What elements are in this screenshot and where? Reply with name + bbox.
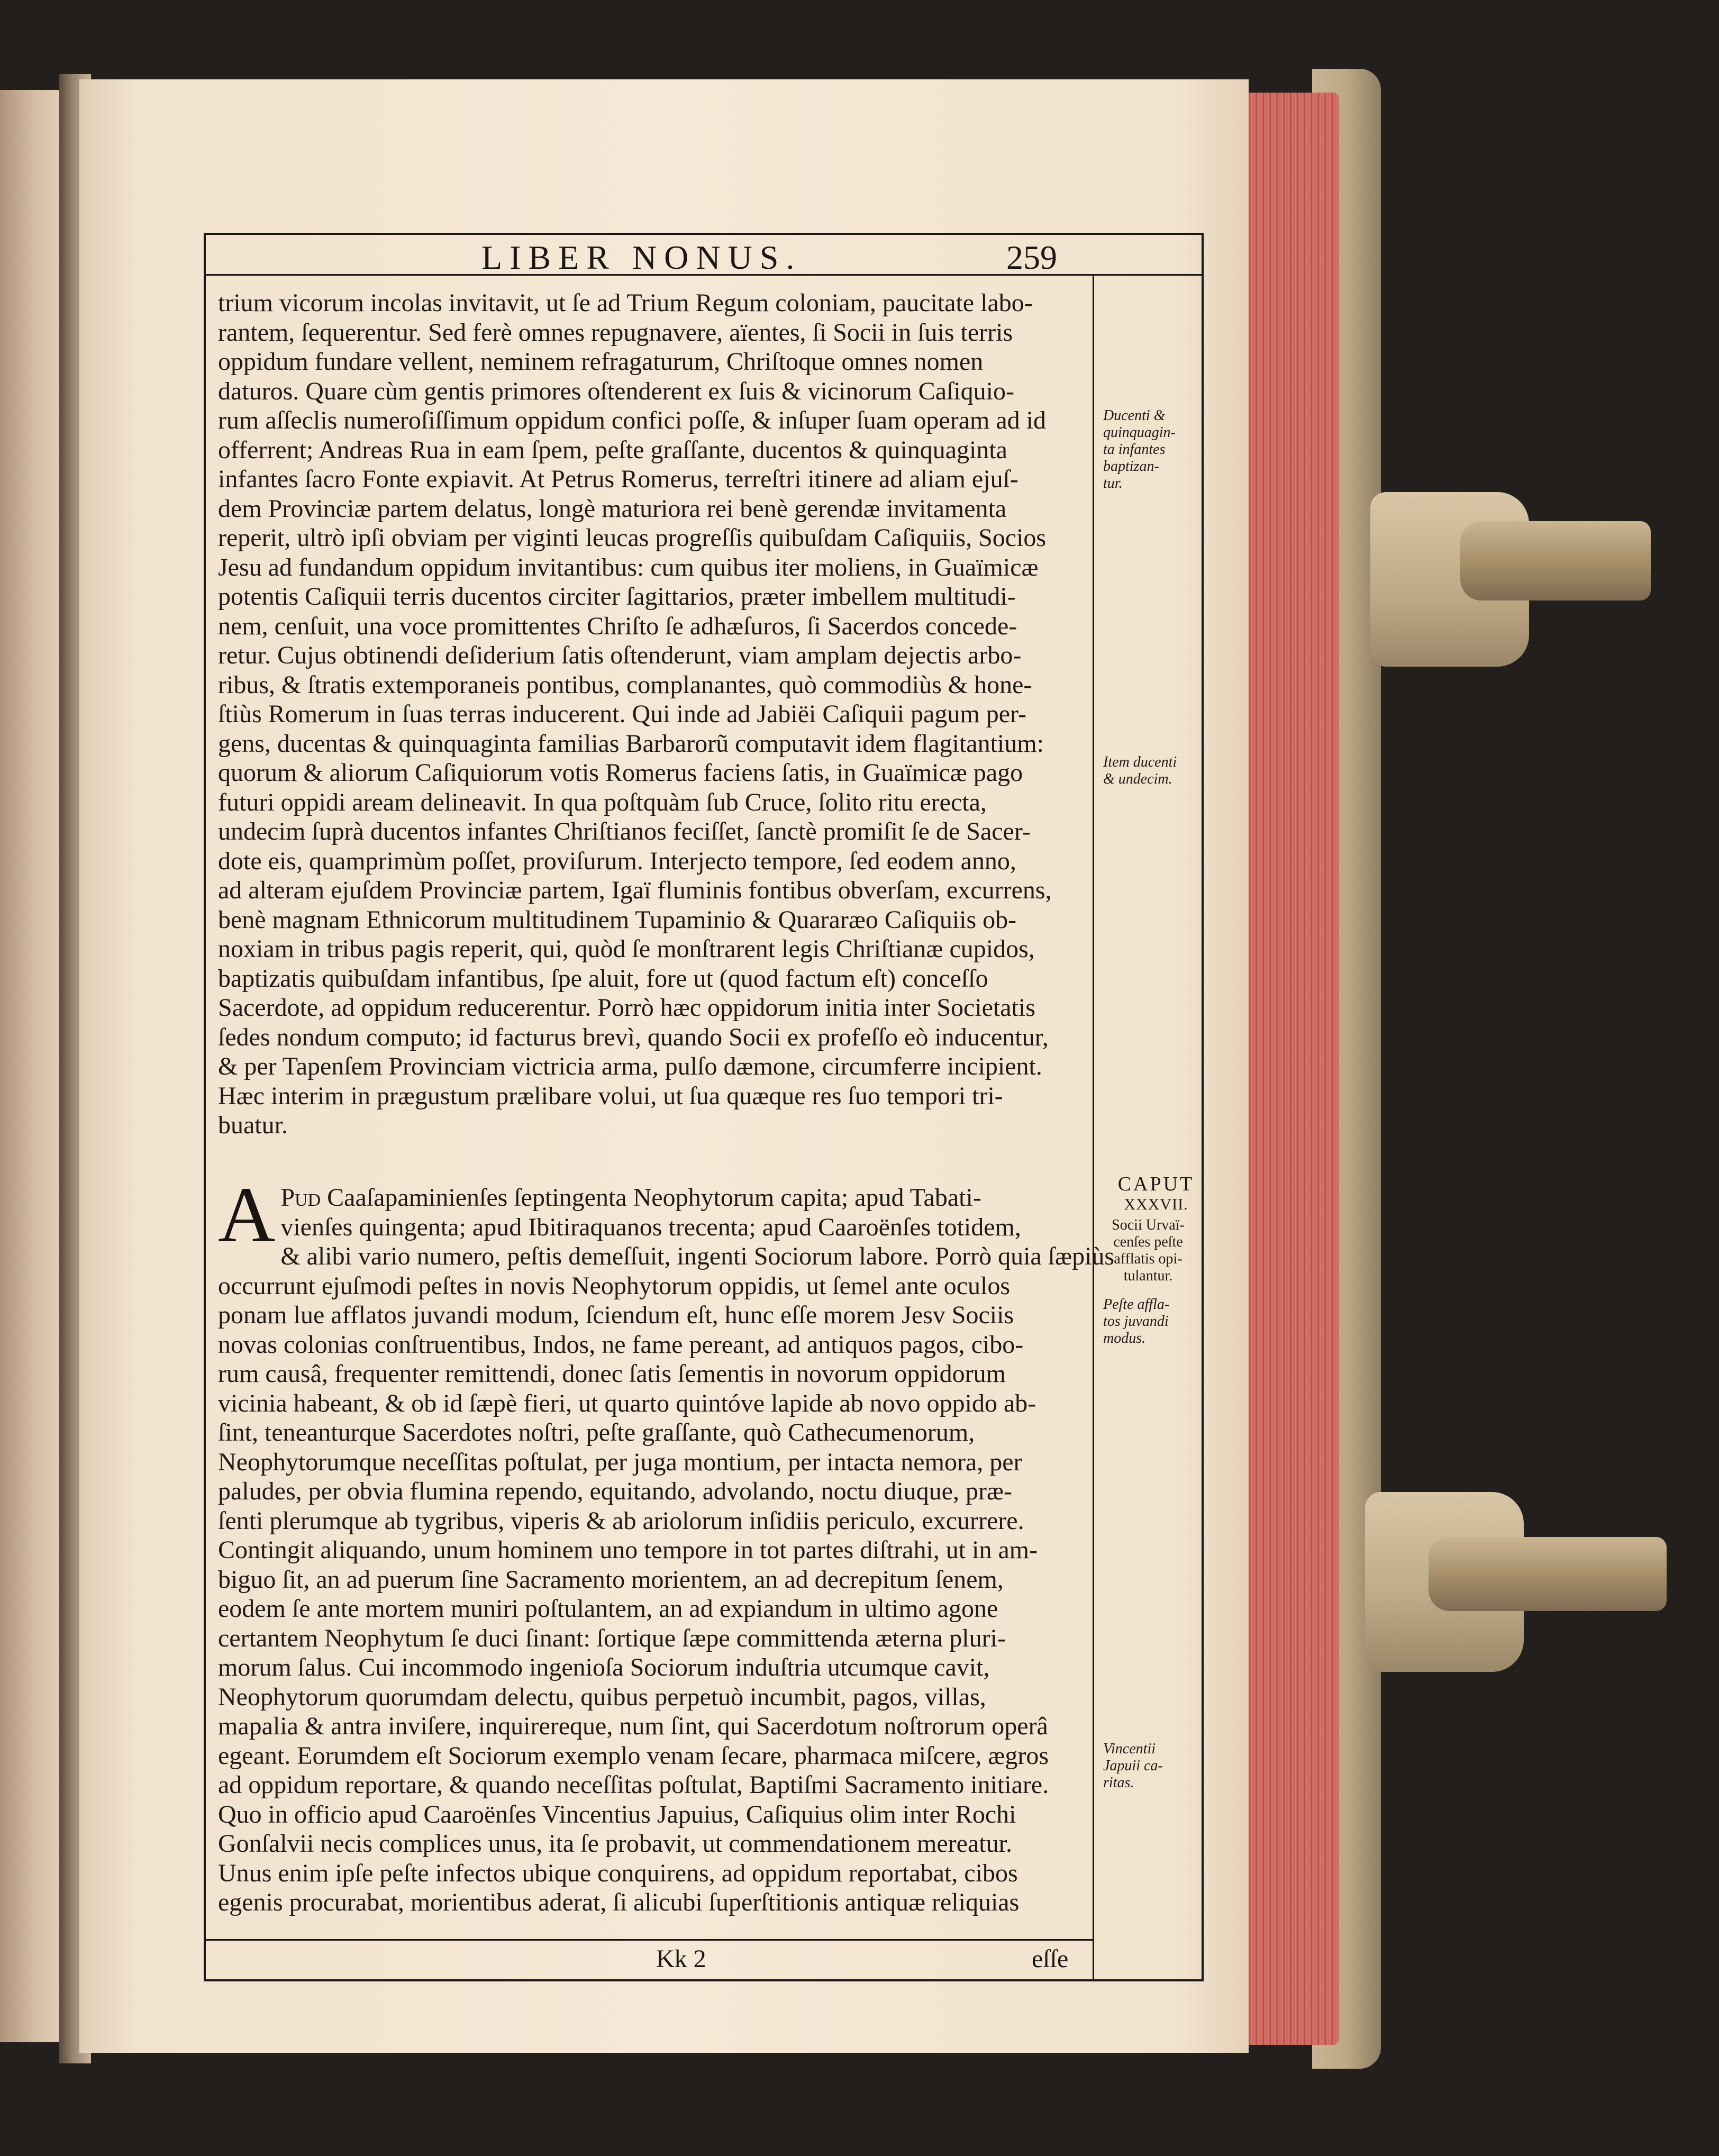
footer-rule <box>206 1939 1093 1941</box>
text-line: reperit, ultrò ipſi obviam per viginti leucas progreſſis quibuſdam Caſiquiis, Socios <box>218 524 1047 552</box>
text-line: Unus enim ipſe peſte infectos ubique conquirens, ad oppidum reportabat, cibos <box>218 1859 1018 1887</box>
text-line-rest: Caaſapaminienſes ſeptingenta Neophytorum capita; apud Tabati- <box>327 1184 981 1212</box>
margin-note-line: tur. <box>1103 475 1123 492</box>
chapter-title: CAPUT <box>1117 1173 1195 1195</box>
margin-note-line: cenſes peſte <box>1113 1234 1183 1250</box>
catchword: eſſe <box>1032 1945 1069 1973</box>
text-line: paludes, per obvia flumina rependo, equitando, advolando, noctu diuque, præ- <box>218 1477 1012 1505</box>
text-line: vienſes quingenta; apud Ibitiraquanos trecenta; apud Caaroënſes totidem, <box>280 1213 1021 1241</box>
text-line: Neophytorumque neceſſitas poſtulat, per juga montium, per intacta nemora, per <box>218 1448 1022 1476</box>
text-line: ad alteram ejuſdem Provinciæ partem, Igaï fluminis fontibus obverſam, excurrens, <box>218 876 1052 904</box>
text-line: dote eis, quamprimùm poſſet, proviſurum. Interjecto tempore, ſed eodem anno, <box>218 847 1016 875</box>
margin-note-vincentius <box>1103 1741 1204 1791</box>
margin-note-baptisms <box>1103 407 1204 492</box>
printed-page <box>79 79 1249 2053</box>
text-line: ſedes nondum computo; id facturus brevì, quando Socii ex profeſſo eò inducentur, <box>218 1023 1049 1051</box>
text-line: egenis procurabat, morientibus aderat, ſi alicubi ſuperſtitionis antiquæ reliquias <box>218 1888 1020 1916</box>
text-line: benè magnam Ethnicorum multitudinem Tupaminio & Quararæo Caſiquiis ob- <box>218 905 1017 934</box>
upper-clasp-metal <box>1460 521 1651 601</box>
text-line: quorum & aliorum Caſiquiorum votis Romerus faciens ſatis, in Guaïmicæ pago <box>218 759 1023 787</box>
text-line: rum aſſeclis numeroſiſſimum oppidum confici poſſe, & inſuper ſuam operam ad id <box>218 406 1046 434</box>
text-line: ad oppidum reportare, & quando neceſſitas poſtulat, Baptiſmi Sacramento initiare. <box>218 1771 1049 1799</box>
text-line: Sacerdote, ad oppidum reducerentur. Porrò hæc oppidorum initia inter Societatis <box>218 994 1035 1022</box>
paragraph-2 <box>218 1171 1115 1917</box>
text-line: eodem ſe ante mortem muniri poſtulantem, an ad expiandum in ultimo agone <box>218 1595 998 1623</box>
text-line: Jesu ad fundandum oppidum invitantibus: cum quibus iter moliens, in Guaïmicæ <box>218 553 1039 581</box>
margin-note-line: tos juvandi <box>1103 1313 1169 1330</box>
page-number: 259 <box>1006 239 1057 276</box>
lower-clasp-metal <box>1429 1537 1667 1611</box>
text-line: Hæc interim in prægustum prælibare volui, ut ſua quæque res ſuo tempori tri- <box>218 1081 1003 1110</box>
text-line: Quo in officio apud Caaroënſes Vincentius Japuius, Caſiquius olim inter Rochi <box>218 1800 1016 1828</box>
paragraph-1 <box>218 288 1091 1140</box>
text-line: offerrent; Andreas Rua in eam ſpem, peſte graſſante, ducentos & quinquaginta <box>218 435 1007 464</box>
text-line: & per Tapenſem Provinciam victricia arma, pulſo dæmone, circumferre incipient. <box>218 1052 1042 1080</box>
margin-note-line: ritas. <box>1103 1775 1134 1791</box>
text-line: rantem, ſequerentur. Sed ferè omnes repugnavere, aïentes, ſi Socii in ſuis terris <box>218 318 1013 347</box>
text-line: potentis Caſiquii terris ducentos circiter ſagittarios, præter imbellem multitudi- <box>218 583 1016 611</box>
signature-mark: Kk 2 <box>656 1945 706 1973</box>
margin-note-line: ta infantes <box>1103 441 1166 458</box>
text-line: & alibi vario numero, peſtis demeſſuit, ingenti Sociorum labore. Porrò quia ſæpiùs <box>280 1242 1115 1270</box>
text-line: undecim ſuprà ducentos infantes Chriſtianos feciſſet, ſanctè promiſit ſe de Sacer- <box>218 817 1031 845</box>
text-line <box>218 1183 1091 1213</box>
text-line: vicinia habeant, & ob id ſæpè fieri, ut quarto quintóve lapide ab novo oppido ab- <box>218 1389 1036 1417</box>
text-line: morum ſalus. Cui incommodo ingenioſa Sociorum induſtria utcumque cavit, <box>218 1653 990 1681</box>
text-line: noxiam in tribus pagis reperit, qui, quòd ſe monſtrarent legis Chriſtianæ cupidos, <box>218 935 1035 963</box>
text-line: infantes ſacro Fonte expiavit. At Petrus Romerus, terreſtri itinere ad aliam ejuſ- <box>218 465 1018 493</box>
text-line: daturos. Quare cùm gentis primores oſtenderent ex ſuis & vicinorum Caſiquio- <box>218 377 1014 405</box>
margin-note-line: Socii Urvaï- <box>1112 1217 1185 1233</box>
text-line: trium vicorum incolas invitavit, ut ſe ad Trium Regum coloniam, paucitate labo- <box>218 289 1033 317</box>
text-line: mapalia & antra inviſere, inquirereque, num ſint, qui Sacerdotum noſtrorum operâ <box>218 1712 1048 1740</box>
text-line: novas colonias conſtruentibus, Indos, ne fame pereant, ad antiquos pagos, cibo- <box>218 1330 1024 1359</box>
text-line: occurrunt ejuſmodi peſtes in novis Neophytorum oppidis, ut ſemel ante oculos <box>218 1271 1011 1300</box>
text-line: ribus, & ſtratis extemporaneis pontibus, complanantes, quò commodiùs & hone- <box>218 670 1032 699</box>
red-page-edges <box>1238 93 1339 2045</box>
text-line: certantem Neophytum ſe duci ſinant: ſortique ſæpe committenda æterna pluri- <box>218 1624 1006 1652</box>
text-line: dem Provinciæ partem delatus, longè maturiora rei benè gerendæ invitamenta <box>218 494 1007 523</box>
margin-column-rule <box>1093 274 1094 1981</box>
text-line: gens, ducentas & quinquaginta familias Barbarorũ computavit idem flagitantium: <box>218 729 1044 758</box>
margin-note-line: afflatis opi- <box>1114 1251 1183 1267</box>
margin-note-line: & undecim. <box>1103 771 1172 787</box>
text-line: ſint, teneanturque Sacerdotes noſtri, peſte graſſante, quò Cathecumenorum, <box>218 1418 975 1447</box>
text-line: Gonſalvii necis complices unus, ita ſe probavit, ut commendationem mereatur. <box>218 1830 1012 1858</box>
chapter-heading <box>1108 1172 1204 1214</box>
margin-note-line: baptizan- <box>1103 458 1159 475</box>
drop-capital: A <box>218 1171 276 1259</box>
text-line: ſenti plerumque ab tygribus, viperis & ab ariolorum inſidiis periculo, excurrere. <box>218 1506 1024 1535</box>
text-line: biguo ſit, an ad puerum ſine Sacramento morientem, an ad decrepitum ſenem, <box>218 1565 1004 1594</box>
left-page-edge <box>0 90 69 2042</box>
text-line: Contingit aliquando, unum hominem uno tempore in tot partes diſtrahi, ut in am- <box>218 1536 1038 1564</box>
text-line: egeant. Eorumdem eſt Sociorum exemplo venam ſecare, pharmaca miſcere, ægros <box>218 1741 1049 1770</box>
margin-note-line: Ducenti & <box>1103 407 1166 424</box>
margin-note-item-ducenti <box>1103 754 1204 788</box>
paragraph-2-lines <box>218 1171 1115 1917</box>
text-line: nem, cenſuit, una voce promittentes Chriſto ſe adhæſuros, ſi Sacerdos concede- <box>218 612 1017 640</box>
text-line: futuri oppidi aream delineavit. In qua poſtquàm ſub Cruce, ſolito ritu erecta, <box>218 788 987 816</box>
margin-note-line: Japuii ca- <box>1103 1758 1163 1774</box>
chapter-number: XXXVII. <box>1124 1196 1188 1213</box>
first-word-small-caps: Pud <box>280 1184 328 1212</box>
text-line: ponam lue afflatos juvandi modum, ſciendum eſt, hunc eſſe morem Jesv Sociis <box>218 1301 1014 1329</box>
text-line: ſtiùs Romerum in ſuas terras inducerent. Qui inde ad Jabiëi Caſiquii pagum per- <box>218 700 1027 728</box>
text-line: oppidum fundare vellent, neminem refragaturum, Chriſtoque omnes nomen <box>218 348 984 376</box>
text-line: baptizatis quibuſdam infantibus, ſpe aluit, fore ut (quod factum eſt) conceſſo <box>218 964 988 993</box>
running-head: LIBER NONUS. <box>481 239 802 276</box>
margin-note-line: tulantur. <box>1123 1268 1173 1284</box>
margin-note-line: quinquagin- <box>1103 424 1176 441</box>
text-line: Neophytorum quorumdam delectu, quibus perpetuò incumbit, pagos, villas, <box>218 1682 986 1711</box>
margin-note-line: modus. <box>1103 1330 1146 1347</box>
margin-note-line: Vincentii <box>1103 1741 1156 1757</box>
text-line: retur. Cujus obtinendi deſiderium ſatis oſtenderunt, viam amplam dejectis arbo- <box>218 641 1022 669</box>
text-line: rum causâ, frequenter remittendi, donec ſatis ſementis in novorum oppidorum <box>218 1360 1006 1388</box>
chapter-summary <box>1103 1217 1193 1285</box>
margin-note-plague-help <box>1103 1296 1204 1347</box>
text-line: buatur. <box>218 1111 288 1139</box>
margin-note-line: Peſte affla- <box>1103 1296 1170 1313</box>
margin-note-line: Item ducenti <box>1103 754 1177 770</box>
